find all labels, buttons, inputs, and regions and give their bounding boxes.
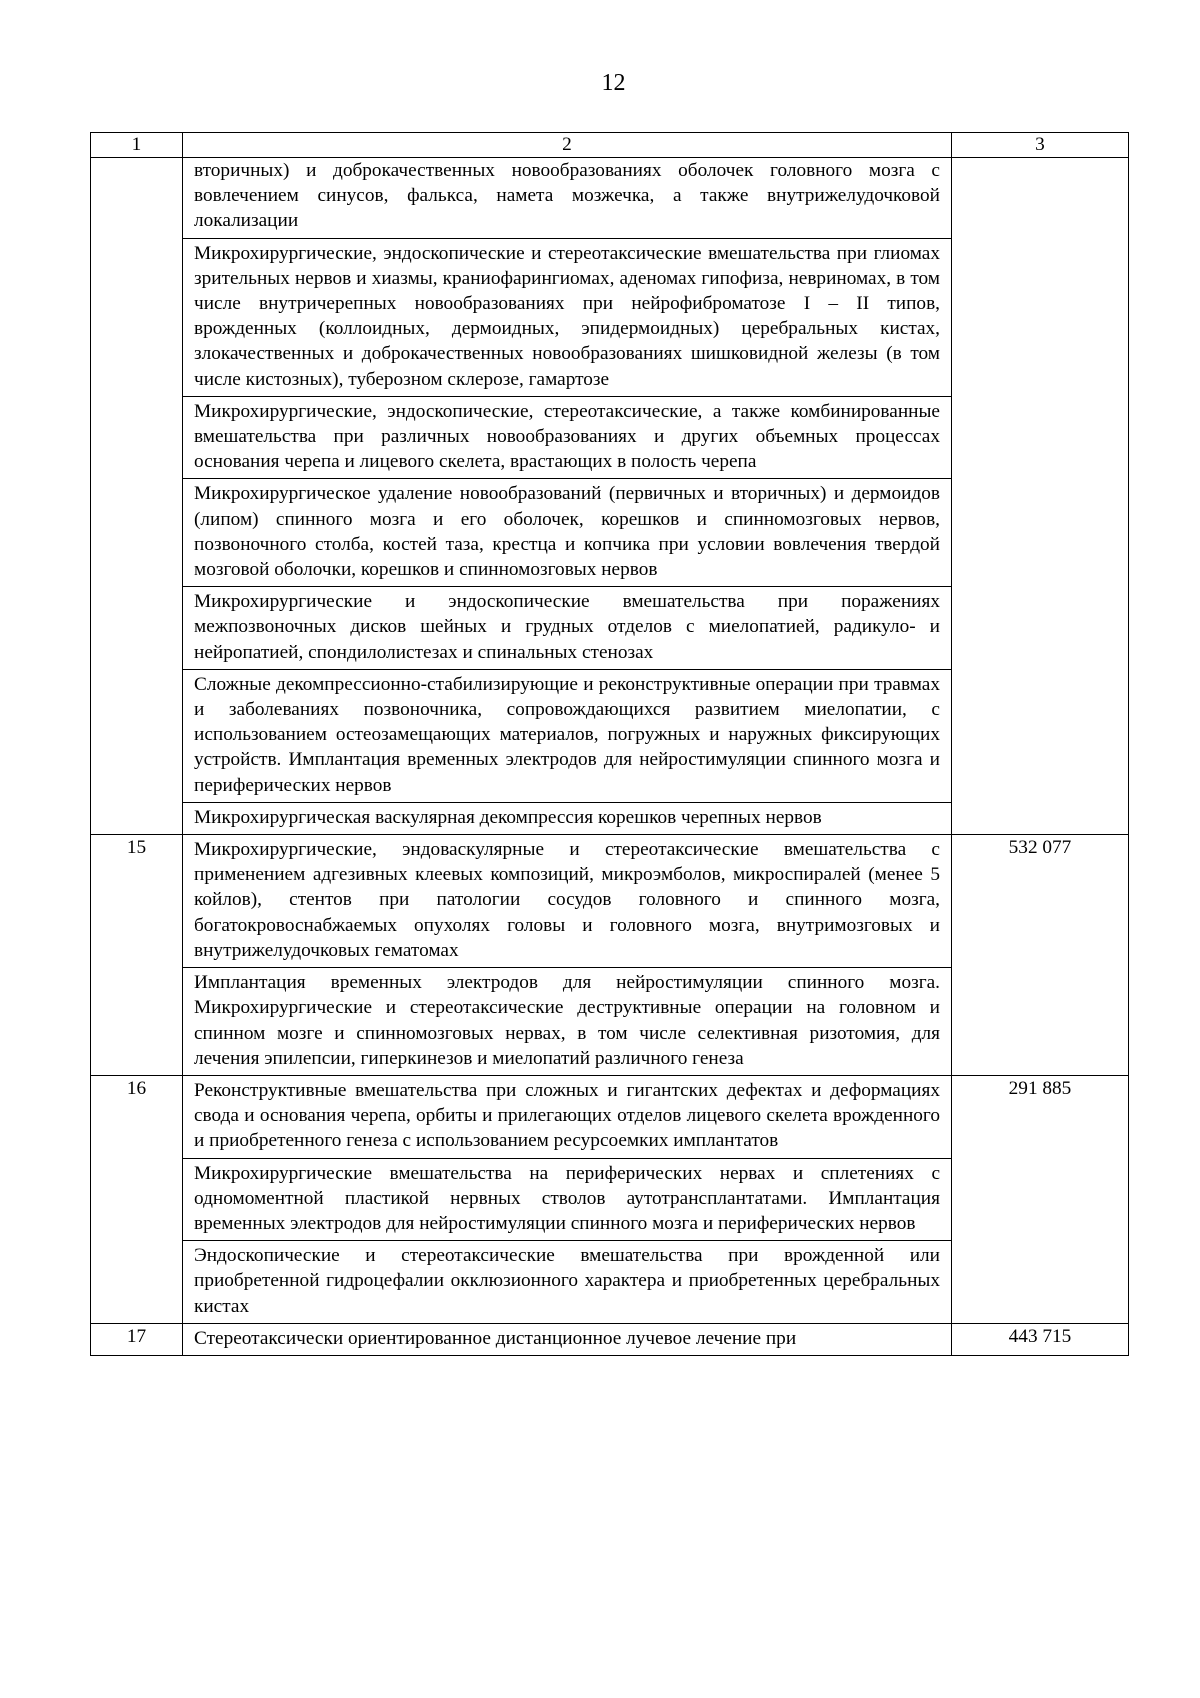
standard-cost bbox=[952, 158, 1129, 835]
table-row bbox=[91, 835, 1129, 968]
procedure-description: Микрохирургические вмешательства на периферических нервах и сплетениях с одномоментной пластикой нервных стволов аутотрансплантатами. Имплантация временных электродов для нейростимуляции спинного мозга и периферических нервов bbox=[183, 1158, 952, 1241]
column-header-1: 1 bbox=[91, 133, 183, 158]
column-header-3: 3 bbox=[952, 133, 1129, 158]
procedure-description: Сложные декомпрессионно-стабилизирующие и реконструктивные операции при травмах и заболеваниях позвоночника, сопровождающихся развитием миелопатии, с использованием остеозамещающих материалов, погружных и наружных фиксирующих устройств. Имплантация временных электродов для нейростимуляции спинного мозга и периферических нервов bbox=[183, 669, 952, 802]
procedure-description: вторичных) и доброкачественных новообразованиях оболочек головного мозга с вовлечением синусов, фалькса, намета мозжечка, а также внутрижелудочковой локализации bbox=[183, 158, 952, 239]
procedure-description: Микрохирургические и эндоскопические вмешательства при поражениях межпозвоночных дисков шейных и грудных отделов с миелопатией, радикуло- и нейропатией, спондилолистезах и спинальных стенозах bbox=[183, 587, 952, 670]
table-row bbox=[91, 1323, 1129, 1355]
procedure-description: Стереотаксически ориентированное дистанционное лучевое лечение при bbox=[183, 1323, 952, 1355]
procedure-description: Имплантация временных электродов для нейростимуляции спинного мозга. Микрохирургические и стереотаксические деструктивные операции на головном и спинном мозге и спинномозговых нервах, в том числе селективная ризотомия, для лечения эпилепсии, гиперкинезов и миелопатий различного генеза bbox=[183, 968, 952, 1076]
procedure-description: Эндоскопические и стереотаксические вмешательства при врожденной или приобретенной гидроцефалии окклюзионного характера и приобретенных церебральных кистах bbox=[183, 1241, 952, 1324]
procedure-description: Микрохирургическая васкулярная декомпрессия корешков черепных нервов bbox=[183, 802, 952, 834]
table-header-row bbox=[91, 133, 1129, 158]
row-number bbox=[91, 158, 183, 835]
procedure-description: Реконструктивные вмешательства при сложных и гигантских дефектах и деформациях свода и основания черепа, орбиты и прилегающих отделов лицевого скелета врожденного и приобретенного генеза с использованием ресурсоемких имплантатов bbox=[183, 1075, 952, 1158]
procedure-description: Микрохирургические, эндоваскулярные и стереотаксические вмешательства с применением адгезивных клеевых композиций, микроэмболов, микроспиралей (менее 5 койлов), стентов при патологии сосудов головного и спинного мозга, богатокровоснабжаемых опухолях головы и головного мозга, внутримозговых и внутрижелудочковых гематомах bbox=[183, 835, 952, 968]
standard-cost: 291 885 bbox=[952, 1075, 1129, 1323]
procedure-description: Микрохирургические, эндоскопические, стереотаксические, а также комбинированные вмешательства при различных новообразованиях и других объемных процессах основания черепа и лицевого скелета, врастающих в полость черепа bbox=[183, 396, 952, 479]
row-number: 15 bbox=[91, 835, 183, 1076]
standard-cost: 443 715 bbox=[952, 1323, 1129, 1355]
row-number: 17 bbox=[91, 1323, 183, 1355]
column-header-2: 2 bbox=[183, 133, 952, 158]
table-row bbox=[91, 1075, 1129, 1158]
standard-cost: 532 077 bbox=[952, 835, 1129, 1076]
table-row bbox=[91, 158, 1129, 239]
procedure-description: Микрохирургические, эндоскопические и стереотаксические вмешательства при глиомах зрительных нервов и хиазмы, краниофарингиомах, аденомах гипофиза, невриномах, в том числе внутричерепных новообразованиях при нейрофиброматозе I – II типов, врожденных (коллоидных, дермоидных, эпидермоидных) церебральных кистах, злокачественных и доброкачественных новообразованиях шишковидной железы (в том числе кистозных), туберозном склерозе, гамартозе bbox=[183, 238, 952, 396]
procedure-description: Микрохирургическое удаление новообразований (первичных и вторичных) и дермоидов (липом) спинного мозга и его оболочек, корешков и спинномозговых нервов, позвоночного столба, костей таза, крестца и копчика при условии вовлечения твердой мозговой оболочки, корешков и спинномозговых нервов bbox=[183, 479, 952, 587]
services-table bbox=[90, 132, 1129, 1356]
row-number: 16 bbox=[91, 1075, 183, 1323]
page-number: 12 bbox=[601, 70, 626, 96]
